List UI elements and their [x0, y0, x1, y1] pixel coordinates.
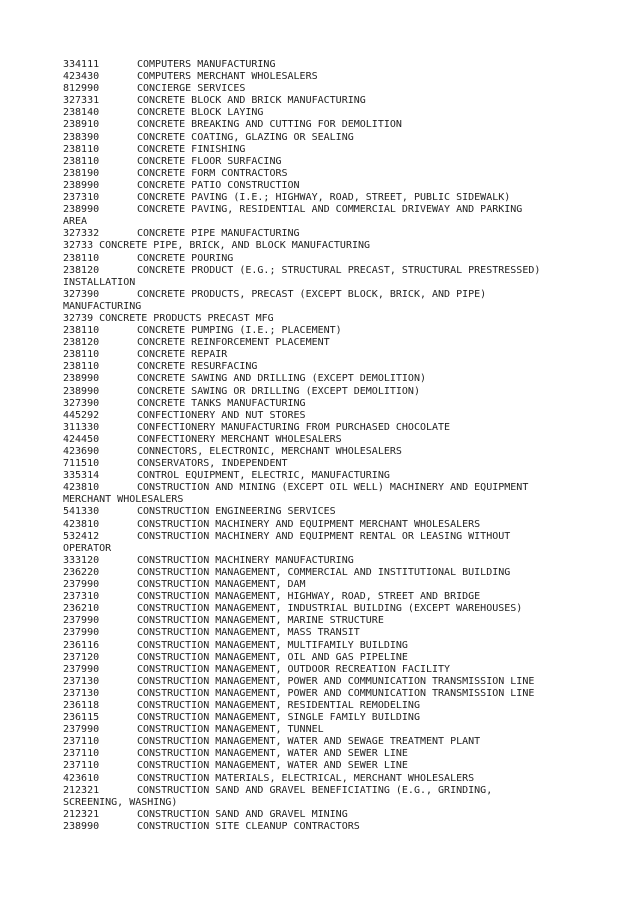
naics-description: CONCRETE SAWING OR DRILLING (EXCEPT DEMOLITION) [137, 385, 420, 397]
naics-code: 311330 [63, 421, 100, 433]
naics-description: CONSTRUCTION MANAGEMENT, POWER AND COMMUNICATION TRANSMISSION LINE [137, 687, 535, 699]
naics-code: 238110 [63, 155, 100, 167]
naics-description: AREA [63, 216, 88, 228]
naics-code: 238110 [63, 252, 100, 264]
naics-entry [63, 289, 623, 301]
naics-description: CONSTRUCTION MANAGEMENT, OUTDOOR RECREATION FACILITY [137, 663, 451, 675]
naics-entry [63, 398, 623, 410]
naics-description: CONCRETE PIPE MANUFACTURING [137, 228, 300, 240]
naics-entry [63, 107, 623, 119]
naics-description: CONSTRUCTION MANAGEMENT, RESIDENTIAL REMODELING [137, 699, 420, 711]
naics-entry [63, 773, 623, 785]
naics-entry [63, 83, 623, 95]
naics-description: CONSTRUCTION AND MINING (EXCEPT OIL WELL) MACHINERY AND EQUIPMENT [137, 482, 529, 494]
naics-code: 237130 [63, 687, 100, 699]
naics-code: 812990 [63, 83, 100, 95]
naics-code: 236220 [63, 566, 100, 578]
naics-entry [63, 700, 623, 712]
naics-code: 423690 [63, 446, 100, 457]
naics-entry [63, 809, 623, 821]
naics-entry [63, 785, 623, 797]
naics-code: 237990 [63, 615, 100, 627]
naics-code: 237120 [63, 651, 100, 663]
naics-description: CONCRETE BLOCK AND BRICK MANUFACTURING [137, 95, 366, 107]
naics-entry [63, 688, 623, 700]
naics-entry-continuation [63, 301, 623, 313]
naics-code: 238990 [63, 385, 100, 397]
naics-description: CONCRETE PRODUCTS, PRECAST (EXCEPT BLOCK, BRICK, AND PIPE) [137, 288, 487, 300]
naics-entry [63, 71, 623, 83]
naics-code: 236210 [63, 603, 100, 615]
naics-entry [63, 156, 623, 168]
naics-entry [63, 615, 623, 627]
naics-description: CONSTRUCTION MACHINERY AND EQUIPMENT MERCHANT WHOLESALERS [137, 518, 481, 530]
naics-entry [63, 386, 623, 398]
naics-description: CONSTRUCTION ENGINEERING SERVICES [137, 506, 336, 518]
naics-code: 423430 [63, 71, 100, 83]
naics-code: 237110 [63, 760, 100, 772]
naics-entry [63, 265, 623, 277]
naics-code: 237110 [63, 736, 100, 748]
naics-code: 237310 [63, 192, 100, 204]
naics-code: 327390 [63, 288, 100, 300]
naics-code: 238120 [63, 264, 100, 276]
naics-code: 238110 [63, 349, 100, 361]
naics-entry [63, 349, 623, 361]
naics-description: CONSTRUCTION SITE CLEANUP CONTRACTORS [137, 820, 360, 832]
naics-code: 238990 [63, 204, 100, 216]
naics-entry [63, 482, 623, 494]
naics-entry [63, 736, 623, 748]
naics-description: CONCRETE POURING [137, 252, 234, 264]
naics-code: 334111 [63, 59, 100, 70]
naics-entry [63, 519, 623, 531]
naics-entry [63, 373, 623, 385]
naics-description: CONSTRUCTION MANAGEMENT, SINGLE FAMILY BUILDING [137, 712, 420, 724]
naics-description: CONSTRUCTION SAND AND GRAVEL BENEFICIATING (E.G., GRINDING, [137, 784, 493, 796]
naics-entry [63, 627, 623, 639]
naics-description: MERCHANT WHOLESALERS [63, 494, 184, 506]
naics-code: 212321 [63, 808, 100, 820]
naics-description: CONSTRUCTION MATERIALS, ELECTRICAL, MERCHANT WHOLESALERS [137, 772, 475, 784]
naics-description: CONSTRUCTION MANAGEMENT, WATER AND SEWER LINE [137, 748, 408, 760]
naics-description: CONSERVATORS, INDEPENDENT [137, 458, 288, 470]
naics-code: 238990 [63, 373, 100, 385]
naics-entry [63, 144, 623, 156]
naics-description: CONSTRUCTION MANAGEMENT, INDUSTRIAL BUILDING (EXCEPT WAREHOUSES) [137, 603, 523, 615]
naics-description: CONCRETE PRODUCTS PRECAST MFG [99, 312, 274, 324]
naics-entry [63, 313, 623, 325]
naics-code: 424450 [63, 433, 100, 445]
naics-code: 238910 [63, 119, 100, 131]
document-page [63, 59, 623, 833]
naics-description: CONCRETE FLOOR SURFACING [137, 155, 282, 167]
naics-description: COMPUTERS MANUFACTURING [137, 59, 276, 70]
naics-description: CONCRETE REPAIR [137, 349, 228, 361]
naics-description: CONCRETE TANKS MANUFACTURING [137, 397, 306, 409]
naics-entry [63, 640, 623, 652]
naics-code: 541330 [63, 506, 100, 518]
naics-description: MANUFACTURING [63, 300, 142, 312]
naics-code: 238110 [63, 143, 100, 155]
naics-entry [63, 180, 623, 192]
naics-entry [63, 506, 623, 518]
naics-description: CONCRETE BREAKING AND CUTTING FOR DEMOLITION [137, 119, 402, 131]
naics-code: 237130 [63, 675, 100, 687]
naics-entry [63, 361, 623, 373]
naics-code: 237990 [63, 579, 100, 591]
naics-description: CONCRETE PAVING (I.E.; HIGHWAY, ROAD, STREET, PUBLIC SIDEWALK) [137, 192, 511, 204]
naics-description: CONSTRUCTION MANAGEMENT, POWER AND COMMUNICATION TRANSMISSION LINE [137, 675, 535, 687]
naics-entry-continuation [63, 543, 623, 555]
naics-description: CONSTRUCTION SAND AND GRAVEL MINING [137, 808, 348, 820]
naics-description: CONSTRUCTION MANAGEMENT, WATER AND SEWAGE TREATMENT PLANT [137, 736, 481, 748]
naics-code: 333120 [63, 554, 100, 566]
naics-description: CONCIERGE SERVICES [137, 83, 246, 95]
naics-code: 236118 [63, 699, 100, 711]
naics-code: 238140 [63, 107, 100, 119]
naics-entry [63, 204, 623, 216]
naics-description: CONSTRUCTION MANAGEMENT, DAM [137, 579, 306, 591]
naics-entry [63, 676, 623, 688]
naics-description: CONCRETE PRODUCT (E.G.; STRUCTURAL PRECAST, STRUCTURAL PRESTRESSED) [137, 264, 541, 276]
naics-entry [63, 470, 623, 482]
naics-description: CONCRETE PUMPING (I.E.; PLACEMENT) [137, 325, 342, 337]
naics-code: 238390 [63, 131, 100, 143]
naics-entry [63, 531, 623, 543]
naics-description: CONNECTORS, ELECTRONIC, MERCHANT WHOLESALERS [137, 446, 402, 457]
naics-code: 236115 [63, 712, 100, 724]
naics-description: CONSTRUCTION MACHINERY AND EQUIPMENT RENTAL OR LEASING WITHOUT [137, 530, 511, 542]
naics-entry-continuation [63, 494, 623, 506]
naics-description: CONCRETE PAVING, RESIDENTIAL AND COMMERCIAL DRIVEWAY AND PARKING [137, 204, 523, 216]
naics-code: 32739 [63, 312, 94, 324]
naics-code: 238110 [63, 325, 100, 337]
naics-description: CONFECTIONERY MERCHANT WHOLESALERS [137, 433, 342, 445]
naics-description: CONFECTIONERY AND NUT STORES [137, 409, 306, 421]
naics-entry [63, 724, 623, 736]
naics-entry [63, 712, 623, 724]
naics-code: 711510 [63, 458, 100, 470]
naics-code: 238120 [63, 337, 100, 349]
naics-description: CONSTRUCTION MANAGEMENT, MASS TRANSIT [137, 627, 360, 639]
naics-code: 237990 [63, 663, 100, 675]
naics-entry [63, 325, 623, 337]
naics-entry [63, 168, 623, 180]
naics-code: 445292 [63, 409, 100, 421]
naics-code: 335314 [63, 470, 100, 482]
naics-entry [63, 603, 623, 615]
naics-code: 237110 [63, 748, 100, 760]
naics-entry [63, 95, 623, 107]
naics-entry [63, 422, 623, 434]
naics-code: 212321 [63, 784, 100, 796]
naics-entry [63, 59, 623, 71]
naics-code: 423610 [63, 772, 100, 784]
naics-entry [63, 446, 623, 458]
naics-code: 237990 [63, 724, 100, 736]
naics-description: CONCRETE FORM CONTRACTORS [137, 167, 288, 179]
naics-description: CONSTRUCTION MANAGEMENT, TUNNEL [137, 724, 324, 736]
naics-description: CONCRETE PATIO CONSTRUCTION [137, 179, 300, 191]
naics-description: CONTROL EQUIPMENT, ELECTRIC, MANUFACTURING [137, 470, 390, 482]
naics-entry [63, 337, 623, 349]
naics-code: 327331 [63, 95, 100, 107]
naics-description: CONCRETE SAWING AND DRILLING (EXCEPT DEMOLITION) [137, 373, 426, 385]
naics-description: SCREENING, WASHING) [63, 796, 178, 808]
naics-entry [63, 567, 623, 579]
naics-entry-continuation [63, 216, 623, 228]
naics-description: CONSTRUCTION MANAGEMENT, HIGHWAY, ROAD, STREET AND BRIDGE [137, 591, 481, 603]
naics-code: 238110 [63, 361, 100, 373]
naics-entry [63, 253, 623, 265]
naics-description: CONCRETE COATING, GLAZING OR SEALING [137, 131, 354, 143]
naics-entry [63, 119, 623, 131]
naics-description: INSTALLATION [63, 276, 136, 288]
naics-description: COMPUTERS MERCHANT WHOLESALERS [137, 71, 318, 83]
naics-code: 532412 [63, 530, 100, 542]
naics-description: OPERATOR [63, 542, 112, 554]
naics-description: CONFECTIONERY MANUFACTURING FROM PURCHASED CHOCOLATE [137, 421, 451, 433]
naics-description: CONCRETE REINFORCEMENT PLACEMENT [137, 337, 330, 349]
naics-entry [63, 579, 623, 591]
naics-code: 423810 [63, 518, 100, 530]
naics-code: 238990 [63, 179, 100, 191]
naics-entry [63, 434, 623, 446]
naics-entry [63, 748, 623, 760]
naics-entry [63, 192, 623, 204]
naics-entry-continuation [63, 277, 623, 289]
naics-code: 237310 [63, 591, 100, 603]
naics-description: CONSTRUCTION MANAGEMENT, COMMERCIAL AND INSTITUTIONAL BUILDING [137, 566, 511, 578]
naics-entry [63, 652, 623, 664]
naics-entry [63, 821, 623, 833]
naics-description: CONSTRUCTION MANAGEMENT, MULTIFAMILY BUILDING [137, 639, 408, 651]
naics-description: CONSTRUCTION MANAGEMENT, MARINE STRUCTURE [137, 615, 384, 627]
naics-entry [63, 591, 623, 603]
naics-entry [63, 458, 623, 470]
naics-description: CONCRETE BLOCK LAYING [137, 107, 264, 119]
naics-entry-continuation [63, 797, 623, 809]
naics-entry [63, 410, 623, 422]
naics-code: 237990 [63, 627, 100, 639]
naics-code: 238190 [63, 167, 100, 179]
naics-entry [63, 555, 623, 567]
naics-description: CONSTRUCTION MANAGEMENT, WATER AND SEWER LINE [137, 760, 408, 772]
naics-code: 32733 [63, 240, 94, 252]
naics-code: 327390 [63, 397, 100, 409]
naics-entry [63, 228, 623, 240]
naics-code: 238990 [63, 820, 100, 832]
naics-entry [63, 760, 623, 772]
naics-entry [63, 132, 623, 144]
naics-description: CONCRETE RESURFACING [137, 361, 258, 373]
naics-description: CONCRETE PIPE, BRICK, AND BLOCK MANUFACTURING [99, 240, 371, 252]
naics-description: CONCRETE FINISHING [137, 143, 246, 155]
naics-code: 423810 [63, 482, 100, 494]
naics-code: 236116 [63, 639, 100, 651]
naics-description: CONSTRUCTION MACHINERY MANUFACTURING [137, 554, 354, 566]
naics-description: CONSTRUCTION MANAGEMENT, OIL AND GAS PIPELINE [137, 651, 408, 663]
naics-entry [63, 240, 623, 252]
naics-code: 327332 [63, 228, 100, 240]
naics-entry [63, 664, 623, 676]
